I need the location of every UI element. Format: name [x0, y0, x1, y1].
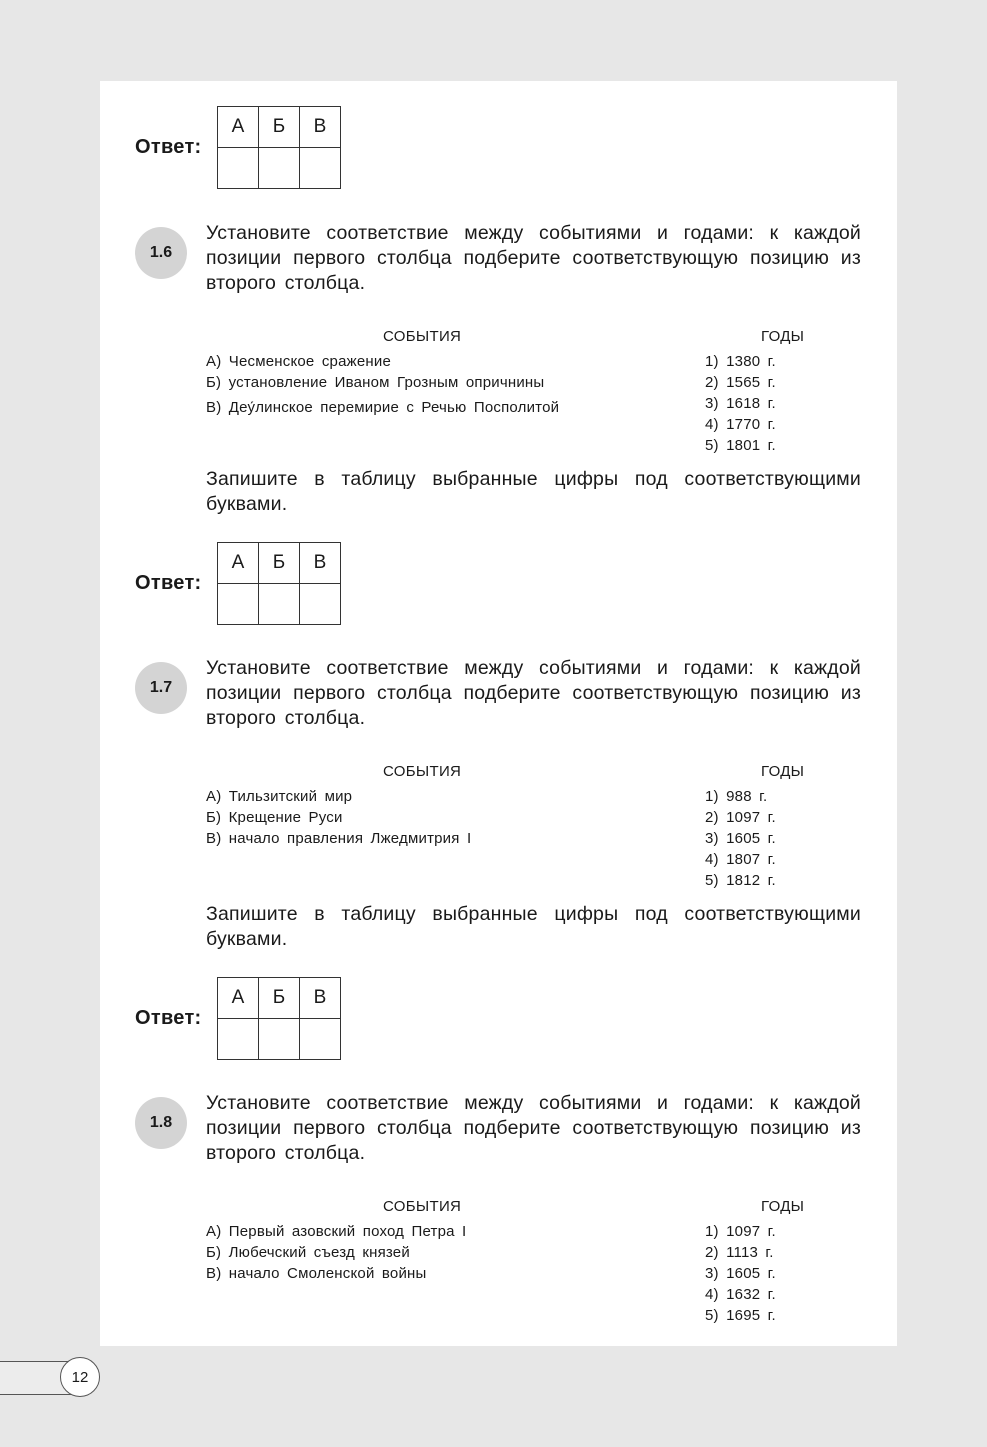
- years-list: [705, 1221, 825, 1326]
- years-list: [705, 351, 825, 456]
- answer-table: [217, 977, 341, 1060]
- answer-cell-v[interactable]: [300, 1019, 341, 1060]
- events-list: [206, 786, 666, 849]
- year-item: 1) 988 г.: [705, 788, 768, 805]
- events-list: [206, 1221, 666, 1284]
- answer-table: [217, 106, 341, 189]
- answer-header-v: В: [300, 543, 341, 584]
- answer-header-b: Б: [259, 107, 300, 148]
- event-item: Б) Любечский съезд князей: [206, 1244, 410, 1261]
- answer-cell-v[interactable]: [300, 584, 341, 625]
- year-item: 4) 1807 г.: [705, 851, 776, 868]
- years-header: ГОДЫ: [761, 328, 805, 345]
- answer-block: [135, 977, 435, 1061]
- answer-cell-b[interactable]: [259, 1019, 300, 1060]
- answer-label: Ответ:: [135, 136, 202, 158]
- year-item: 4) 1770 г.: [705, 416, 776, 433]
- answer-cell-b[interactable]: [259, 584, 300, 625]
- answer-header-a: А: [218, 107, 259, 148]
- year-item: 4) 1632 г.: [705, 1286, 776, 1303]
- years-list: [705, 786, 825, 891]
- event-item: А) Чесменское сражение: [206, 353, 391, 370]
- answer-block: [135, 542, 435, 626]
- answer-cell-a[interactable]: [218, 584, 259, 625]
- year-item: 2) 1113 г.: [705, 1244, 774, 1261]
- year-item: 5) 1801 г.: [705, 437, 776, 454]
- answer-cell-a[interactable]: [218, 148, 259, 189]
- answer-header-v: В: [300, 107, 341, 148]
- answer-header-a: А: [218, 543, 259, 584]
- task-number-badge: 1.7: [135, 662, 187, 714]
- task-prompt: Установите соответствие между событиями и годами: к каждой позиции первого столбца подберите соответствующую позицию из второго столбца.: [206, 222, 861, 294]
- event-item: Б) установление Иваном Грозным опричнины: [206, 374, 545, 391]
- years-header: ГОДЫ: [761, 763, 805, 780]
- year-item: 3) 1605 г.: [705, 830, 776, 847]
- year-item: 1) 1097 г.: [705, 1223, 776, 1240]
- years-header: ГОДЫ: [761, 1198, 805, 1215]
- answer-label: Ответ:: [135, 572, 202, 594]
- answer-block: [135, 106, 435, 190]
- answer-table: [217, 542, 341, 625]
- year-item: 2) 1565 г.: [705, 374, 776, 391]
- answer-label: Ответ:: [135, 1007, 202, 1029]
- task-prompt: Установите соответствие между событиями и годами: к каждой позиции первого столбца подберите соответствующую позицию из второго столбца.: [206, 657, 861, 729]
- year-item: 3) 1618 г.: [705, 395, 776, 412]
- event-item: Б) Крещение Руси: [206, 809, 343, 826]
- task-number-badge: 1.8: [135, 1097, 187, 1149]
- answer-cell-b[interactable]: [259, 148, 300, 189]
- answer-header-b: Б: [259, 978, 300, 1019]
- events-header: СОБЫТИЯ: [383, 328, 462, 345]
- task-prompt: Установите соответствие между событиями и годами: к каждой позиции первого столбца подберите соответствующую позицию из второго столбца.: [206, 1092, 861, 1164]
- answer-cell-a[interactable]: [218, 1019, 259, 1060]
- year-item: 2) 1097 г.: [705, 809, 776, 826]
- answer-header-a: А: [218, 978, 259, 1019]
- task-number-badge: 1.6: [135, 227, 187, 279]
- event-item: А) Первый азовский поход Петра I: [206, 1223, 467, 1240]
- events-header: СОБЫТИЯ: [383, 1198, 462, 1215]
- event-item: В) начало правления Лжедмитрия I: [206, 830, 472, 847]
- events-header: СОБЫТИЯ: [383, 763, 462, 780]
- answer-header-b: Б: [259, 543, 300, 584]
- year-item: 1) 1380 г.: [705, 353, 776, 370]
- events-list: [206, 351, 666, 418]
- year-item: 5) 1695 г.: [705, 1307, 776, 1324]
- event-item: В) начало Смоленской войны: [206, 1265, 427, 1282]
- page: [100, 81, 897, 1346]
- answer-cell-v[interactable]: [300, 148, 341, 189]
- task-instruction: Запишите в таблицу выбранные цифры под соответствующими буквами.: [206, 903, 861, 950]
- event-item: А) Тильзитский мир: [206, 788, 353, 805]
- year-item: 3) 1605 г.: [705, 1265, 776, 1282]
- event-item: В) Деу́линское перемирие с Речью Посполитой: [206, 399, 560, 416]
- page-number: 12: [60, 1357, 100, 1397]
- year-item: 5) 1812 г.: [705, 872, 776, 889]
- answer-header-v: В: [300, 978, 341, 1019]
- task-instruction: Запишите в таблицу выбранные цифры под соответствующими буквами.: [206, 468, 861, 515]
